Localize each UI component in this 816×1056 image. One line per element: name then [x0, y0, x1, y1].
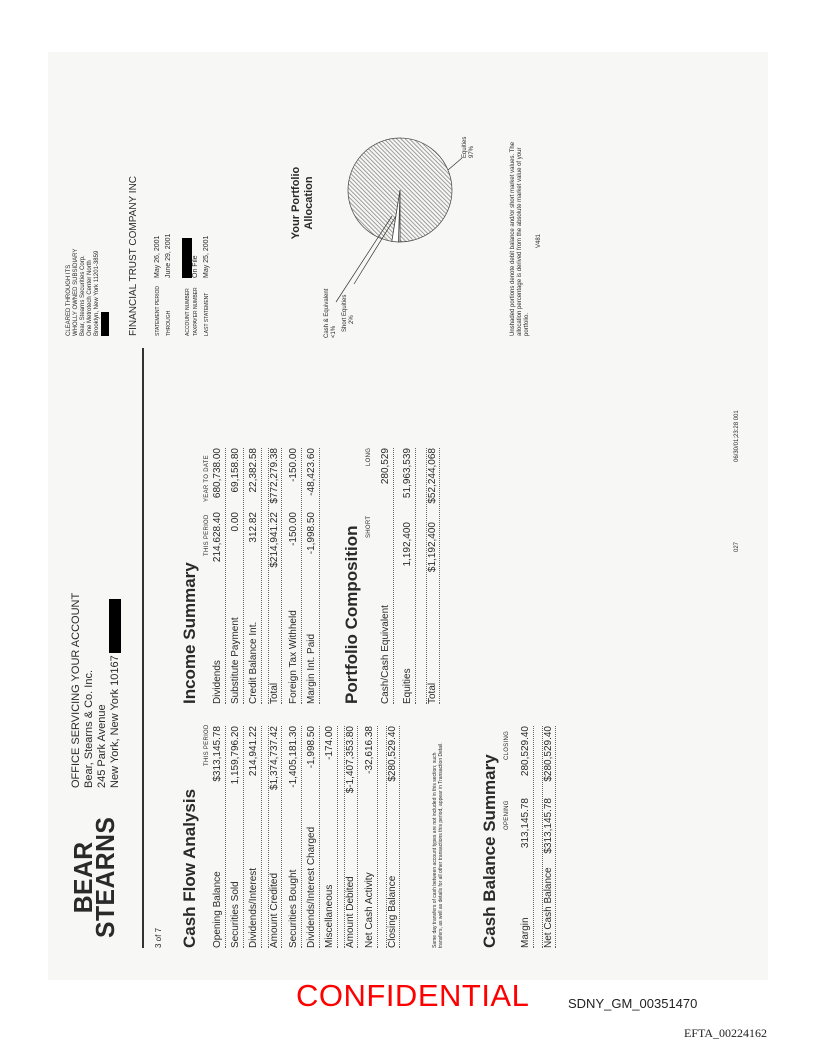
last-statement-label: LAST STATEMENT	[204, 292, 210, 336]
table-row	[306, 726, 320, 948]
row-value: 1,159,796.20	[230, 726, 241, 785]
row-label: Opening Balance	[212, 871, 223, 948]
confidential-stamp: CONFIDENTIAL	[296, 978, 530, 1013]
row-period: -1,998.50	[306, 512, 317, 555]
row-value: $280,529.40	[387, 726, 398, 782]
office-line-3: 245 Park Avenue	[96, 704, 108, 788]
table-row	[268, 448, 282, 704]
bates-number: SDNY_GM_00351470	[568, 996, 698, 1011]
cash-leader-line	[336, 216, 392, 302]
table-row	[248, 448, 262, 704]
income-col-period: THIS PERIOD	[204, 514, 210, 556]
row-label: Net Cash Activity	[364, 872, 375, 948]
cleared-line-5: Brooklyn, New York 11201-3859	[94, 250, 100, 336]
row-label: Miscellaneous	[324, 884, 335, 948]
row-label: Amount Credited	[269, 872, 280, 948]
allocation-code: V481	[536, 233, 542, 248]
statement-period: May 26, 2001	[154, 235, 161, 278]
last-statement-date: May 25, 2001	[203, 235, 210, 278]
row-value: $1,374,737.42	[269, 726, 280, 790]
row-period: -150.00	[288, 512, 299, 546]
equities-leader-line	[448, 158, 462, 170]
office-line-2: Bear, Stearns & Co. Inc.	[83, 669, 95, 788]
table-row	[380, 448, 394, 704]
footer-page-code: 027	[734, 541, 740, 552]
table-row	[364, 726, 378, 948]
portfolio-col-short: SHORT	[366, 515, 372, 538]
row-period: 214,628.40	[212, 512, 223, 563]
row-label: Total	[269, 682, 280, 704]
table-row	[230, 726, 244, 948]
efta-number: EFTA_00224162	[684, 1026, 768, 1040]
allocation-note: Unshaded portions denote debit balance and/or short market values. The allocation percentage is derived from the absolute market value of your portfolio.	[510, 141, 530, 336]
table-row	[386, 726, 400, 948]
table-row	[248, 726, 262, 948]
row-long: $52,244,068	[427, 448, 438, 504]
cleared-line-4: One Metrotech Center North	[87, 260, 93, 336]
table-row	[306, 448, 320, 704]
through-date: June 29, 2001	[165, 233, 172, 278]
pie-slice-equities	[348, 138, 452, 242]
bear-stearns-logo	[68, 816, 120, 938]
redaction-box	[109, 599, 121, 653]
row-label: Dividends/Interest Charged	[306, 826, 317, 948]
cleared-through-block	[66, 249, 110, 336]
row-short: $1,192,400	[427, 522, 438, 573]
row-label: Total	[427, 682, 438, 704]
allocation-title-line-1: Your Portfolio	[290, 166, 302, 240]
row-ytd: 69,158.80	[230, 448, 241, 493]
statement-period-label: STATEMENT PERIOD	[155, 285, 161, 336]
row-opening: $313,145.78	[543, 798, 554, 854]
row-value: $313,145.78	[212, 726, 223, 782]
footer-timestamp: 06/30/01;23:28 001	[734, 410, 740, 462]
table-row	[324, 726, 338, 948]
row-period: 0.00	[230, 512, 241, 532]
table-row	[288, 448, 302, 704]
row-label: Equities	[402, 668, 413, 704]
cash-equivalent-label	[324, 289, 338, 338]
cash-balance-col-closing: CLOSING	[504, 730, 510, 760]
page-number: 3 of 7	[154, 927, 163, 948]
row-label: Credit Balance Int.	[248, 621, 259, 704]
table-row	[212, 726, 226, 948]
redaction-box	[101, 312, 109, 336]
row-label: Securities Sold	[230, 881, 241, 948]
row-long: 280,529	[380, 448, 391, 485]
cash-label: Cash & Equivalent	[324, 288, 330, 338]
row-label: Amount Debited	[345, 876, 356, 948]
row-label: Dividends/Interest	[248, 867, 259, 948]
table-row	[426, 448, 440, 704]
eq-pct: 97%	[469, 145, 475, 158]
table-row	[344, 726, 358, 948]
cleared-line-1: CLEARED THROUGH ITS	[66, 264, 72, 336]
row-label: Closing Balance	[387, 875, 398, 948]
cash-balance-title: Cash Balance Summary	[480, 754, 499, 948]
row-value: 214,941.22	[248, 726, 259, 777]
taxpayer-label: TAXPAYER NUMBER	[193, 287, 199, 336]
table-row	[268, 726, 282, 948]
row-ytd: $772,279.38	[269, 448, 280, 504]
row-opening: 313,145.78	[520, 798, 531, 849]
office-line-4: New York, New York 10167	[109, 655, 121, 788]
cash-flow-col-header: THIS PERIOD	[204, 724, 210, 766]
cleared-line-2: WHOLLY OWNED SUBSIDIARY	[73, 248, 79, 336]
logo-line-1: BEAR	[68, 841, 98, 914]
taxpayer-value: On File	[192, 255, 199, 278]
allocation-title-line-2: Allocation	[303, 176, 315, 230]
row-label: Margin Int. Paid	[306, 633, 317, 704]
row-ytd: 680,738.00	[212, 448, 223, 499]
row-value: $-1,407,353.80	[345, 726, 356, 794]
row-ytd: -150.00	[288, 448, 299, 482]
logo-line-2: STEARNS	[90, 816, 120, 938]
table-row	[230, 448, 244, 704]
row-ytd: 22,382.58	[248, 448, 259, 493]
row-short: 1,192,400	[402, 522, 413, 567]
row-value: -32,616.38	[364, 726, 375, 774]
cash-flow-note: Same day transfers of cash between account types are not included in this section; such transfers, as well as details for all other transactions this period, appear in Transaction Detail.	[432, 742, 444, 948]
firm-name: FINANCIAL TRUST COMPANY INC	[128, 175, 139, 336]
through-label: THROUGH	[166, 310, 172, 336]
row-label: Cash/Cash Equivalent	[380, 605, 391, 704]
row-label: Securities Bought	[288, 869, 299, 948]
row-value: -1,405,181.30	[288, 726, 299, 788]
row-closing: 280,529.40	[520, 726, 531, 777]
table-row	[288, 726, 302, 948]
statement-page-rotated	[62, 68, 752, 948]
row-ytd: -48,423.60	[306, 448, 317, 496]
row-period: $214,941.22	[269, 512, 280, 568]
cleared-line-3: Bear, Stearns Securities Corp.	[80, 255, 86, 336]
cash-pct: <1%	[331, 325, 337, 338]
row-long: 51,963,539	[402, 448, 413, 499]
row-period: 312.82	[248, 512, 259, 543]
table-row	[402, 448, 416, 704]
office-address	[70, 593, 122, 788]
row-closing: $280,529.40	[543, 726, 554, 782]
table-row	[212, 448, 226, 704]
account-number-label: ACCOUNT NUMBER	[184, 288, 191, 336]
income-col-ytd: YEAR TO DATE	[204, 455, 210, 502]
redaction-box	[182, 238, 192, 278]
row-value: -1,998.50	[306, 726, 317, 769]
table-row	[542, 726, 556, 948]
short-label: Short Equities	[342, 294, 348, 332]
cash-flow-title: Cash Flow Analysis	[180, 788, 199, 948]
short-equities-label	[342, 295, 356, 332]
row-label: Margin	[520, 917, 531, 948]
eq-label: Equities	[462, 136, 468, 158]
cash-balance-col-opening: OPENING	[504, 800, 510, 830]
row-value: -174.00	[324, 726, 335, 760]
portfolio-title: Portfolio Composition	[342, 525, 361, 704]
row-label: Net Cash Balance	[543, 867, 554, 948]
portfolio-col-long: LONG	[366, 447, 372, 466]
row-label: Substitute Payment	[230, 617, 241, 704]
allocation-title	[290, 148, 316, 258]
office-line-1: OFFICE SERVICING YOUR ACCOUNT	[70, 592, 82, 788]
equities-label	[462, 137, 476, 158]
income-title: Income Summary	[180, 562, 199, 704]
short-pct: 2%	[349, 315, 355, 324]
header-rule	[142, 348, 144, 948]
row-label: Dividends	[212, 660, 223, 704]
statement-meta	[154, 234, 210, 336]
table-row	[520, 726, 534, 948]
row-label: Foreign Tax Withheld	[288, 610, 299, 704]
